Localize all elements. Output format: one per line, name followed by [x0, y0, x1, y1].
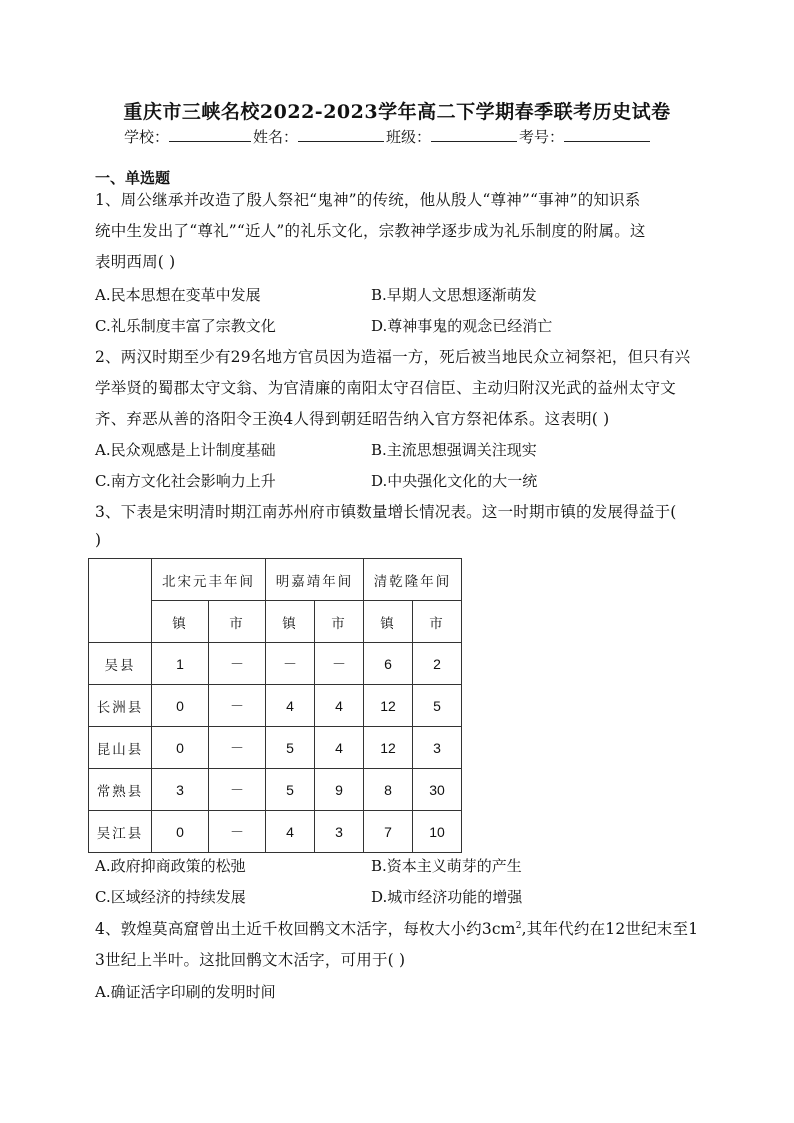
- table-cell: 0: [152, 727, 209, 769]
- name-blank[interactable]: [298, 127, 384, 142]
- q1-option-d[interactable]: D.尊神事鬼的观念已经消亡: [371, 317, 553, 335]
- subheader-cell: 市: [315, 601, 364, 643]
- q3-option-d[interactable]: D.城市经济功能的增强: [371, 888, 523, 906]
- county-cell: 昆山县: [89, 727, 152, 769]
- q2-option-a[interactable]: A.民众观感是上计制度基础: [95, 441, 276, 459]
- table-cell: 5: [266, 769, 315, 811]
- q2-line-3: 齐、弃恶从善的洛阳令王涣4人得到朝廷昭告纳入官方祭祀体系。这表明( ): [95, 410, 610, 428]
- county-cell: 吴县: [89, 643, 152, 685]
- table-cell: －: [209, 685, 266, 727]
- table-cell: 3: [413, 727, 462, 769]
- subheader-cell: 镇: [266, 601, 315, 643]
- table-cell: －: [209, 727, 266, 769]
- exam-number-blank[interactable]: [564, 127, 650, 142]
- q4-line-1: [95, 917, 698, 939]
- subheader-cell: 市: [209, 601, 266, 643]
- q1-option-a[interactable]: A.民本思想在变革中发展: [95, 286, 261, 304]
- table-cell: －: [266, 643, 315, 685]
- table-row: [89, 685, 462, 727]
- table-cell: 0: [152, 685, 209, 727]
- table-corner-cell: [89, 559, 152, 643]
- q4-option-a[interactable]: A.确证活字印刷的发明时间: [95, 983, 276, 1001]
- exam-title: 重庆市三峡名校2022-2023学年高二下学期春季联考历史试卷: [123, 101, 671, 123]
- name-label: 姓名：: [253, 128, 299, 146]
- q2-option-b[interactable]: B.主流思想强调关注现实: [371, 441, 537, 459]
- q4-superscript: 2: [515, 920, 522, 931]
- class-label: 班级：: [386, 128, 432, 146]
- table-cell: 4: [315, 685, 364, 727]
- table-cell: 4: [266, 685, 315, 727]
- table-cell: －: [315, 643, 364, 685]
- period-header: 明嘉靖年间: [266, 559, 364, 601]
- table-cell: 1: [152, 643, 209, 685]
- school-label: 学校：: [124, 128, 170, 146]
- school-blank[interactable]: [169, 127, 251, 142]
- q2-line-1: 2、两汉时期至少有29名地方官员因为造福一方，死后被当地民众立祠祭祀，但只有兴: [95, 348, 691, 366]
- table-cell: －: [209, 643, 266, 685]
- q3-line-1: 3、下表是宋明清时期江南苏州府市镇数量增长情况表。这一时期市镇的发展得益于(: [95, 503, 677, 521]
- town-count-table: [88, 558, 462, 853]
- section-heading: 一、单选题: [95, 169, 171, 187]
- table-cell: 4: [266, 811, 315, 853]
- table-cell: 5: [266, 727, 315, 769]
- q3-line-2: ): [95, 531, 102, 549]
- table-cell: 9: [315, 769, 364, 811]
- table-cell: 8: [364, 769, 413, 811]
- table-cell: 3: [152, 769, 209, 811]
- table-cell: 2: [413, 643, 462, 685]
- table-cell: 12: [364, 685, 413, 727]
- table-row: [89, 769, 462, 811]
- subheader-cell: 市: [413, 601, 462, 643]
- q4-line-1-text: 4、敦煌莫高窟曾出土近千枚回鹘文木活字，每枚大小约3cm: [95, 920, 516, 938]
- q2-line-2: 学举贤的蜀郡太守文翁、为官清廉的南阳太守召信臣、主动归附汉光武的益州太守文: [95, 379, 676, 397]
- county-cell: 吴江县: [89, 811, 152, 853]
- exam-number-label: 考号：: [519, 128, 565, 146]
- subheader-cell: 镇: [364, 601, 413, 643]
- q2-option-d[interactable]: D.中央强化文化的大一统: [371, 472, 538, 490]
- q3-option-c[interactable]: C.区域经济的持续发展: [95, 888, 246, 906]
- county-cell: 常熟县: [89, 769, 152, 811]
- q3-option-a[interactable]: A.政府抑商政策的松弛: [95, 857, 246, 875]
- table-cell: 0: [152, 811, 209, 853]
- table-cell: 6: [364, 643, 413, 685]
- table-cell: 7: [364, 811, 413, 853]
- county-cell: 长洲县: [89, 685, 152, 727]
- subheader-cell: 镇: [152, 601, 209, 643]
- q4-line-2: 3世纪上半叶。这批回鹘文木活字，可用于( ): [95, 951, 406, 969]
- q4-line-1-tail: ,其年代约在12世纪末至1: [521, 920, 699, 938]
- table-row: [89, 727, 462, 769]
- q2-option-c[interactable]: C.南方文化社会影响力上升: [95, 472, 276, 490]
- table-row: [89, 643, 462, 685]
- table-cell: 10: [413, 811, 462, 853]
- student-info-row: [124, 126, 652, 147]
- class-blank[interactable]: [431, 127, 517, 142]
- q1-option-b[interactable]: B.早期人文思想逐渐萌发: [371, 286, 537, 304]
- period-header: 清乾隆年间: [364, 559, 462, 601]
- table-cell: 30: [413, 769, 462, 811]
- q3-option-b[interactable]: B.资本主义萌芽的产生: [371, 857, 522, 875]
- period-header: 北宋元丰年间: [152, 559, 266, 601]
- table-cell: 4: [315, 727, 364, 769]
- q1-option-c[interactable]: C.礼乐制度丰富了宗教文化: [95, 317, 276, 335]
- q1-line-3: 表明西周( ): [95, 253, 176, 271]
- table-cell: －: [209, 811, 266, 853]
- table-cell: 12: [364, 727, 413, 769]
- table-row: [89, 811, 462, 853]
- q1-line-1: 1、周公继承并改造了殷人祭祀“鬼神”的传统，他从殷人“尊神”“事神”的知识系: [95, 191, 641, 209]
- table-cell: 5: [413, 685, 462, 727]
- q1-line-2: 统中生发出了“尊礼”“近人”的礼乐文化，宗教神学逐步成为礼乐制度的附属。这: [95, 222, 646, 240]
- table-cell: －: [209, 769, 266, 811]
- table-cell: 3: [315, 811, 364, 853]
